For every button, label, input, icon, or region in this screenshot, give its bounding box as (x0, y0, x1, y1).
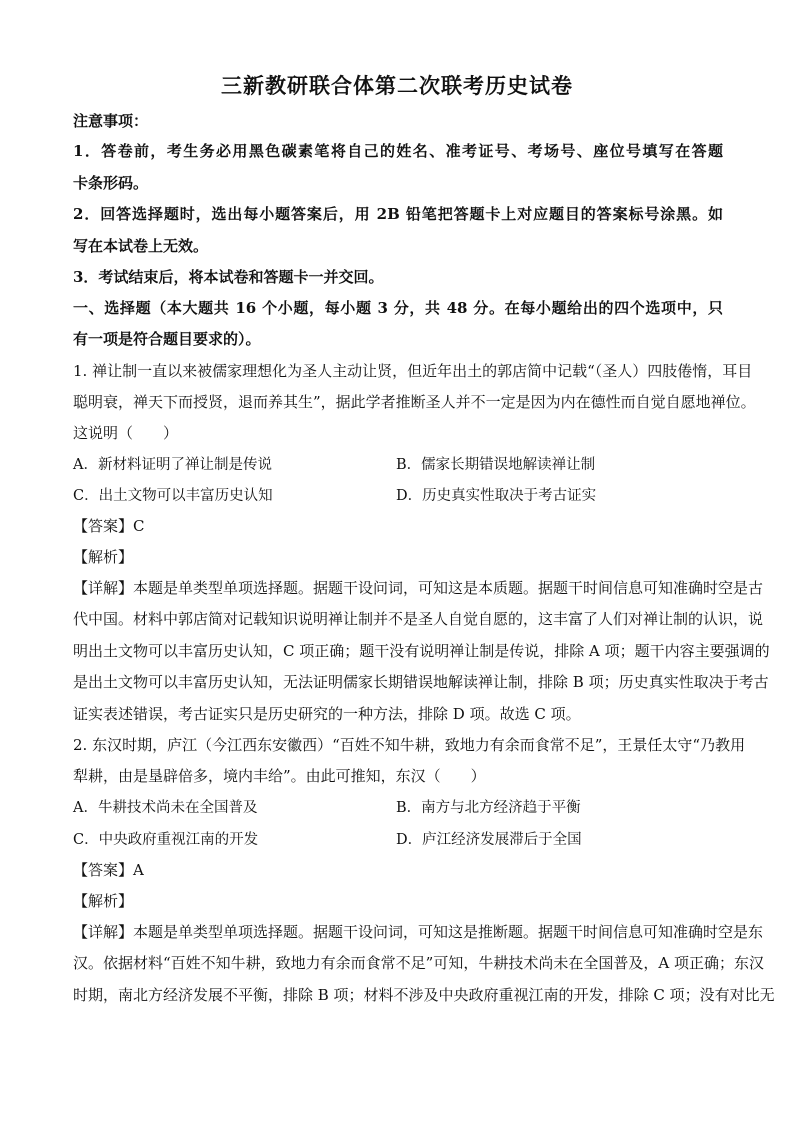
q1-option-b: B．儒家长期错误地解读禅让制 (396, 457, 596, 473)
q1-stem-line-2: 聪明衰，禅天下而授贤，退而养其生”，据此学者推断圣人并不一定是因为内在德性而自觉自愿地禅位。 (73, 393, 756, 411)
notice-item-2-cont: 写在本试卷上无效。 (73, 237, 209, 255)
q2-stem-line-1: 2. 东汉时期，庐江（今江西东安徽西）“百姓不知牛耕，致地力有余而食常不足”，王景任太守“乃教用 (73, 736, 746, 754)
q1-detail-line-3: 明出土文物可以丰富历史认知，C 项正确；题干没有说明禅让制是传说，排除 A 项；题干内容主要强调的 (73, 642, 770, 660)
q1-detail-line-2: 代中国。材料中郭店简对记载知识说明禅让制并不是圣人自觉自愿的，这丰富了人们对禅让制的认识，说 (73, 610, 764, 628)
q2-answer: 【答案】A (73, 861, 144, 879)
q2-detail-line-2: 汉。依据材料“百姓不知牛耕，致地力有余而食常不足”可知，牛耕技术尚未在全国普及，A 项正确；东汉 (73, 954, 764, 972)
q1-option-c: C．出土文物可以丰富历史认知 (73, 488, 273, 504)
q1-detail-line-4: 是出土文物可以丰富历史认知，无法证明儒家长期错误地解读禅让制，排除 B 项；历史真实性取决于考古 (73, 673, 769, 691)
section-heading-cont: 有一项是符合题目要求的）。 (73, 330, 261, 348)
notice-item-3: 3．考试结束后，将本试卷和答题卡一并交回。 (73, 268, 384, 286)
q1-detail-line-1: 【详解】本题是单类型单项选择题。据题干设问词，可知这是本质题。据题干时间信息可知准确时空是古 (73, 579, 764, 597)
q2-option-d: D．庐江经济发展滞后于全国 (396, 832, 582, 848)
q2-detail-line-1: 【详解】本题是单类型单项选择题。据题干设问词，可知这是推断题。据题干时间信息可知准确时空是东 (73, 923, 764, 941)
notice-item-1: 1．答卷前，考生务必用黑色碳素笔将自己的姓名、准考证号、考场号、座位号填写在答题 (73, 142, 723, 160)
q2-option-c: C．中央政府重视江南的开发 (73, 832, 259, 848)
notice-item-1-cont: 卡条形码。 (73, 174, 149, 192)
section-heading: 一、选择题（本大题共 16 个小题，每小题 3 分，共 48 分。在每小题给出的四个选项中，只 (73, 299, 723, 317)
q1-option-d: D．历史真实性取决于考古证实 (396, 488, 597, 504)
q2-option-a: A．牛耕技术尚未在全国普及 (73, 800, 258, 816)
q1-analysis-label: 【解析】 (73, 548, 134, 566)
notice-item-2: 2．回答选择题时，选出每小题答案后，用 2B 铅笔把答题卡上对应题目的答案标号涂黑。如 (73, 205, 723, 223)
q2-detail-line-3: 时期，南北方经济发展不平衡，排除 B 项；材料不涉及中央政府重视江南的开发，排除 C 项；没有对比无 (73, 986, 775, 1004)
q2-analysis-label: 【解析】 (73, 892, 134, 910)
page-title: 三新教研联合体第二次联考历史试卷 (221, 73, 573, 98)
q1-stem-line-1: 1. 禅让制一直以来被儒家理想化为圣人主动让贤，但近年出土的郭店简中记载“（圣人）四肢倦惰，耳目 (73, 362, 753, 380)
q1-detail-line-5: 证实表述错误，考古证实只是历史研究的一种方法，排除 D 项。故选 C 项。 (73, 705, 581, 723)
q1-stem-line-3: 这说明（ ） (73, 424, 179, 442)
q1-answer: 【答案】C (73, 517, 145, 535)
q2-option-b: B．南方与北方经济趋于平衡 (396, 800, 581, 816)
notice-heading: 注意事项： (73, 112, 149, 130)
q1-option-a: A．新材料证明了禅让制是传说 (73, 457, 272, 473)
q2-stem-line-2: 犁耕，由是垦辟倍多，境内丰给”。由此可推知，东汉（ ） (73, 767, 486, 785)
